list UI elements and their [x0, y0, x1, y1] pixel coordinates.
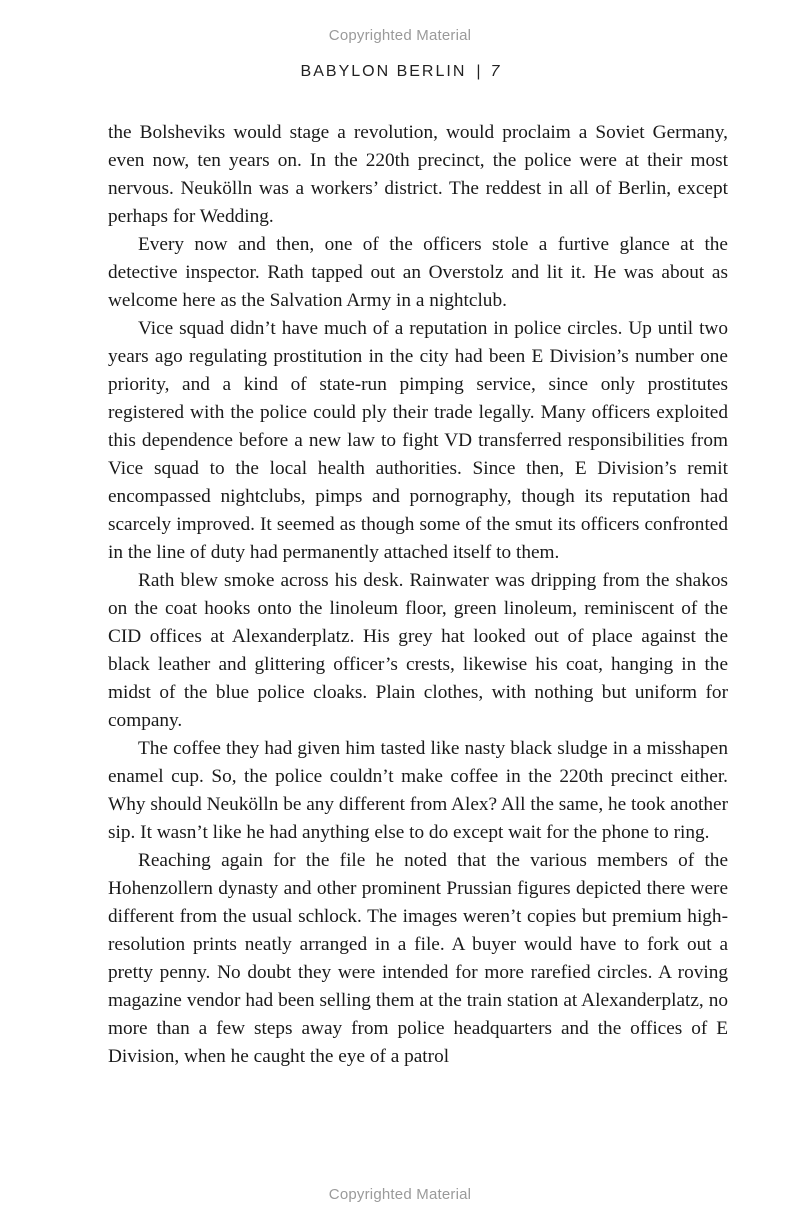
body-text — [108, 119, 728, 1071]
header-separator: | — [476, 63, 481, 80]
copyright-watermark-top: Copyrighted Material — [328, 27, 472, 44]
paragraph-5: The coffee they had given him tasted like nasty black sludge in a misshapen enamel cup. So, the police couldn’t make coffee in the 220th precinct either. Why should Neukölln be any different from Alex? All the same, he took another sip. It wasn’t like he had anything else to do except wait for the phone to ring. — [108, 738, 728, 843]
paragraph-3: Vice squad didn’t have much of a reputation in police circles. Up until two years ago regulating prostitution in the city had been E Division’s number one priority, and a kind of state-run pimping service, since only prostitutes registered with the police could ply their trade legally. Many officers exploited this dependence before a new law to fight VD transferred responsibilities from Vice squad to the local health authorities. Since then, E Division’s remit encompassed nightclubs, pimps and pornography, though its reputation had scarcely improved. It seemed as though some of the smut its officers confronted in the line of duty had permanently attached itself to them. — [108, 318, 728, 563]
book-title: BABYLON BERLIN — [300, 63, 467, 80]
paragraph-1: the Bolsheviks would stage a revolution, would proclaim a Soviet Germany, even now, ten years on. In the 220th precinct, the police were at their most nervous. Neukölln was a workers’ district. The reddest in all of Berlin, except perhaps for Wedding. — [108, 122, 728, 227]
page-number: 7 — [490, 63, 500, 80]
paragraph-6: Reaching again for the file he noted that the various members of the Hohenzollern dynasty and other prominent Prussian figures depicted there were different from the usual schlock. The images weren’t copies but premium high-resolution prints neatly arranged in a file. A buyer would have to fork out a pretty penny. No doubt they were intended for more rarefied circles. A roving magazine vendor had been selling them at the train station at Alexanderplatz, no more than a few steps away from police headquarters and the offices of E Division, when he caught the eye of a patrol — [108, 850, 728, 1067]
copyright-watermark-bottom: Copyrighted Material — [328, 1186, 472, 1203]
paragraph-2: Every now and then, one of the officers stole a furtive glance at the detective inspector. Rath tapped out an Overstolz and lit it. He was about as welcome here as the Salvation Army in a nightclub. — [108, 234, 728, 311]
paragraph-4: Rath blew smoke across his desk. Rainwater was dripping from the shakos on the coat hooks onto the linoleum floor, green linoleum, reminiscent of the CID offices at Alexanderplatz. His grey hat looked out of place against the black leather and glittering officer’s crests, likewise his coat, hanging in the midst of the blue police cloaks. Plain clothes, with nothing but uniform for company. — [108, 570, 728, 731]
running-header — [0, 63, 800, 81]
